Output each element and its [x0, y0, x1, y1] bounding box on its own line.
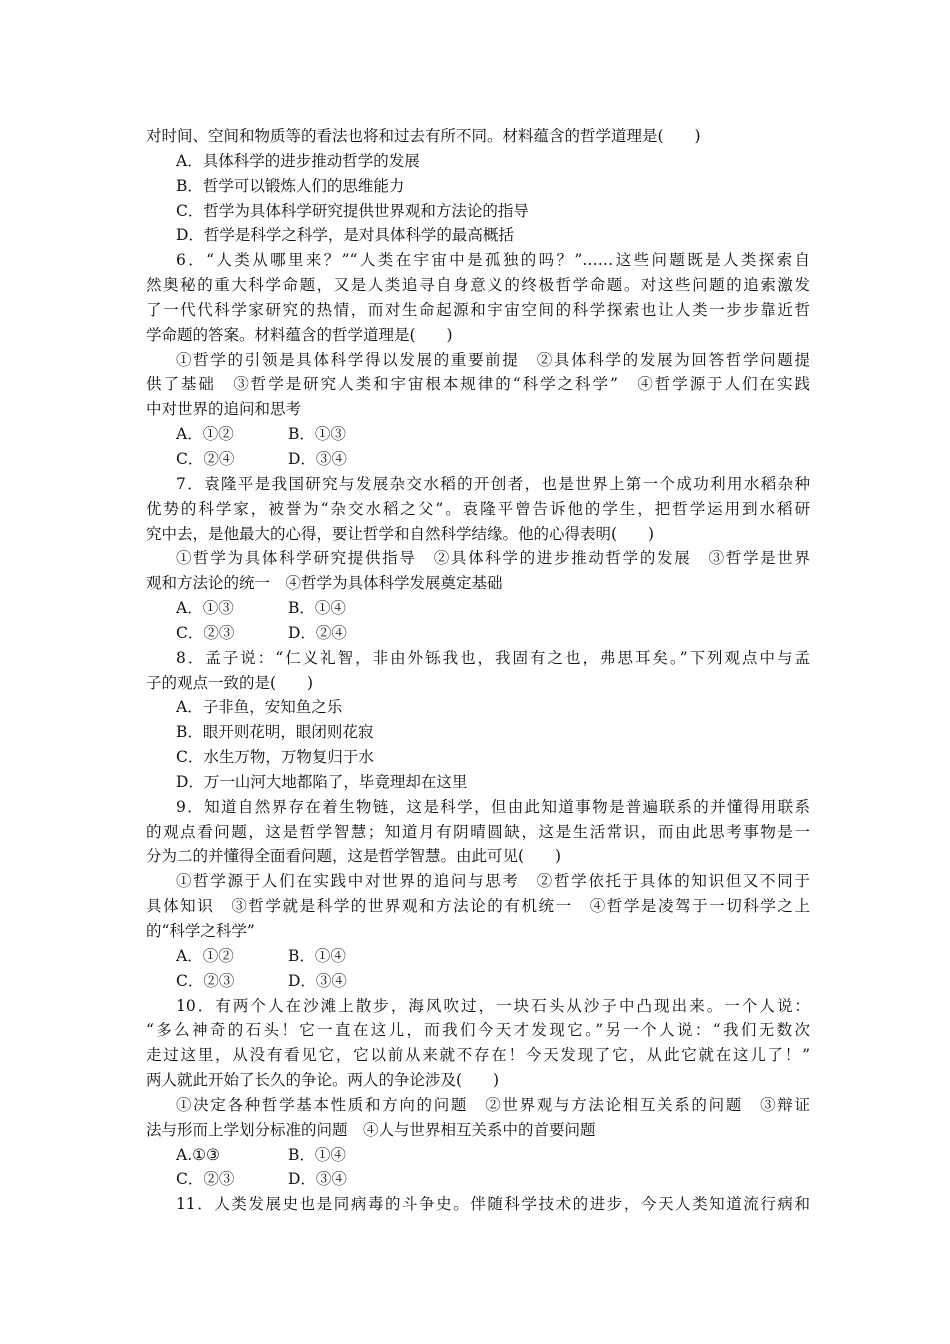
option-text: B．①④: [288, 599, 346, 618]
option-row: [146, 1167, 810, 1192]
text-line: 11．人类发展史也是同病毒的斗争史。伴随科学技术的进步，今天人类知道流行病和: [176, 1195, 810, 1214]
text-line: 对时间、空间和物质等的看法也将和过去有所不同。材料蕴含的哲学道理是( ): [146, 127, 701, 145]
document-body: [146, 124, 810, 1217]
option-text: C．②④: [176, 449, 235, 468]
text-line: 的“科学之科学”: [146, 922, 255, 940]
text-line: “多么神奇的石头！它一直在这儿，而我们今天才发现它。”另一个人说：“我们无数次: [146, 1021, 810, 1040]
text-line: 然奥秘的重大科学命题，又是人类追寻自身意义的终极哲学命题。对这些问题的追索激发: [146, 276, 810, 295]
option-text: C．②③: [176, 1170, 235, 1189]
text-line: 9．知道自然界存在着生物链，这是科学，但由此知道事物是普遍联系的并懂得用联系: [176, 797, 810, 816]
option-row: [146, 422, 810, 447]
text-line: C．哲学为具体科学研究提供世界观和方法论的指导: [176, 201, 529, 220]
text-line: ①哲学的引领是具体科学得以发展的重要前提 ②具体科学的发展为回答哲学问题提: [176, 350, 810, 369]
text-line: A．子非鱼，安知鱼之乐: [176, 698, 343, 717]
option-text: B．①④: [288, 1145, 346, 1164]
text-line: D．万一山河大地都陷了，毕竟理却在这里: [176, 772, 468, 791]
text-line: 分为二的并懂得全面看问题，这是哲学智慧。由此可见( ): [146, 847, 562, 866]
text-line: 的观点看问题，这是哲学智慧；知道月有阴晴圆缺，这是生活常识，而由此思考事物是一: [146, 822, 810, 841]
text-line: 子的观点一致的是( ): [146, 673, 314, 692]
text-line: 观和方法论的统一 ④哲学为具体科学发展奠定基础: [146, 574, 503, 593]
text-line: ①哲学源于人们在实践中对世界的追问与思考 ②哲学依托于具体的知识但又不同于: [176, 872, 810, 891]
text-line: 究中去，是他最大的心得，要让哲学和自然科学结缘。他的心得表明( ): [146, 524, 655, 543]
text-line: ①哲学为具体科学研究提供指导 ②具体科学的进步推动哲学的发展 ③哲学是世界: [176, 549, 810, 568]
text-line: D．哲学是科学之科学，是对具体科学的最高概括: [176, 226, 514, 245]
option-text: D．②④: [288, 623, 347, 642]
text-line: 8．孟子说：“仁义礼智，非由外铄我也，我固有之也，弗思耳矣。”下列观点中与孟: [176, 648, 810, 667]
text-line: 走过这里，从没有看见它，它以前从来就不存在！今天发现了它，从此它就在这儿了！”: [146, 1046, 810, 1065]
text-line: 供了基础 ③哲学是研究人类和宇宙根本规律的“科学之科学” ④哲学源于人们在实践: [146, 375, 810, 394]
option-row: [146, 944, 810, 969]
option-text: D．③④: [288, 971, 347, 990]
text-line: 6．“人类从哪里来？”“人类在宇宙中是孤独的吗？”……这些问题既是人类探索自: [176, 251, 810, 270]
text-line: 两人就此开始了长久的争论。两人的争论涉及( ): [146, 1071, 500, 1090]
option-text: A．①②: [176, 946, 234, 965]
text-line: 7．袁隆平是我国研究与发展杂交水稻的开创者，也是世界上第一个成功利用水稻杂种: [176, 474, 810, 493]
text-line: B．哲学可以锻炼人们的思维能力: [176, 176, 405, 195]
text-line: 了一代代科学家研究的热情，而对生命起源和宇宙空间的科学探索也让人类一步步靠近哲: [146, 300, 810, 319]
option-text: A．①③: [176, 599, 234, 618]
option-text: C．②③: [176, 623, 235, 642]
option-row: [146, 596, 810, 621]
text-line: 法与形而上学划分标准的问题 ④人与世界相互关系中的首要问题: [146, 1120, 596, 1139]
text-line: A．具体科学的进步推动哲学的发展: [176, 151, 420, 170]
option-text: A．①②: [176, 425, 234, 444]
option-row: [146, 621, 810, 646]
text-line: 10．有两个人在沙滩上散步，海风吹过，一块石头从沙子中凸现出来。一个人说：: [176, 996, 810, 1015]
option-text: B．①③: [288, 425, 346, 444]
option-text: D．③④: [288, 449, 347, 468]
text-line: 中对世界的追问和思考: [146, 400, 302, 419]
text-line: ①决定各种哲学基本性质和方向的问题 ②世界观与方法论相互关系的问题 ③辩证: [176, 1095, 810, 1114]
option-text: B．①④: [288, 946, 346, 965]
option-row: [146, 447, 810, 472]
option-text: A.①③: [176, 1145, 220, 1164]
text-line: C．水生万物，万物复归于水: [176, 748, 374, 767]
option-row: [146, 969, 810, 994]
text-line: B．眼开则花明，眼闭则花寂: [176, 723, 374, 742]
text-line: 学命题的答案。材料蕴含的哲学道理是( ): [146, 325, 453, 344]
text-line: 优势的科学家，被誉为“杂交水稻之父”。袁隆平曾告诉他的学生，把哲学运用到水稻研: [146, 499, 810, 518]
option-row: [146, 1143, 810, 1168]
option-text: C．②③: [176, 971, 235, 990]
option-text: D．③④: [288, 1170, 347, 1189]
text-line: 具体知识 ③哲学就是科学的世界观和方法论的有机统一 ④哲学是凌驾于一切科学之上: [146, 897, 810, 916]
